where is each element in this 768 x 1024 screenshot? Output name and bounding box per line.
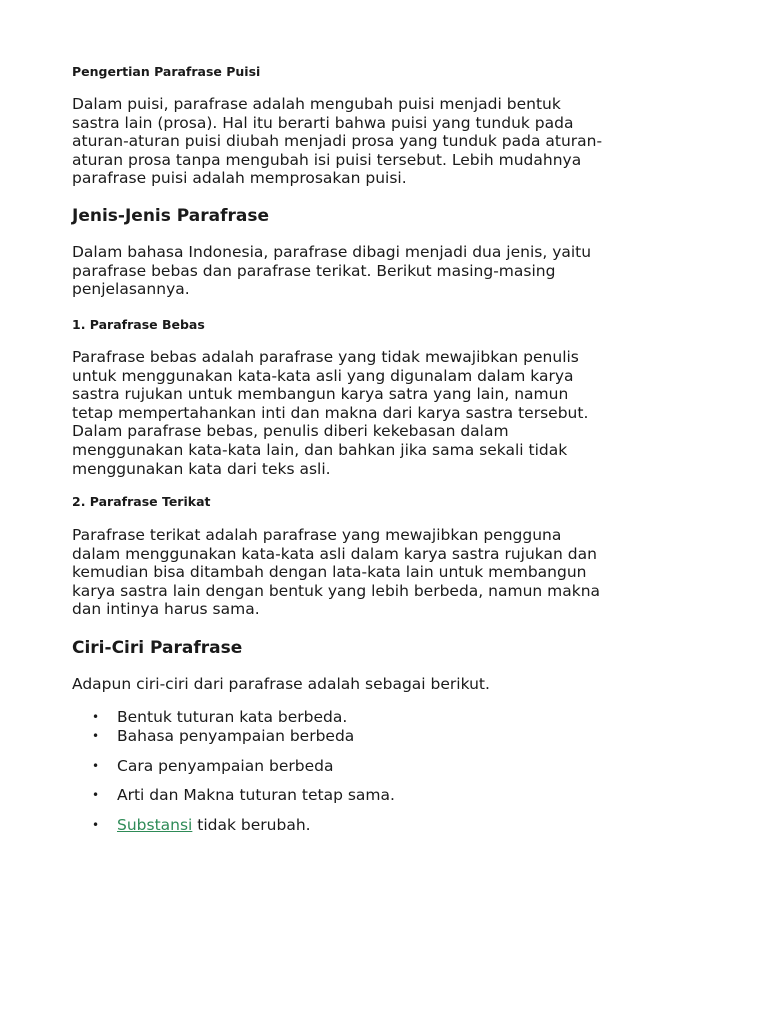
- terikat-paragraph: [72, 526, 712, 619]
- substansi-link[interactable]: Substansi: [117, 816, 193, 834]
- bebas-heading: 1. Parafrase Bebas: [72, 317, 205, 332]
- text-line: kemudian bisa ditambah dengan lata-kata lain untuk membangun: [72, 563, 587, 582]
- jenis-heading: Jenis-Jenis Parafrase: [72, 206, 270, 226]
- bullet-icon: •: [92, 788, 100, 802]
- text-line: Dalam puisi, parafrase adalah mengubah puisi menjadi bentuk: [72, 95, 561, 113]
- ciri-intro: [72, 675, 712, 694]
- text-line: Dalam parafrase bebas, penulis diberi kekebasan dalam: [72, 422, 509, 441]
- text-line: dalam menggunakan kata-kata asli dalam karya sastra rujukan dan: [72, 544, 597, 563]
- list-item-text: Bentuk tuturan kata berbeda.: [117, 708, 348, 726]
- bullet-icon: •: [92, 818, 100, 832]
- intro-paragraph: [72, 95, 712, 188]
- list-item-text: [117, 816, 311, 835]
- text-line: karya sastra lain dengan bentuk yang lebih berbeda, namun makna: [72, 581, 601, 600]
- text-line: Parafrase bebas adalah parafrase yang tidak mewajibkan penulis: [72, 348, 579, 366]
- text-line: penjelasannya.: [72, 280, 190, 299]
- jenis-paragraph: [72, 243, 712, 299]
- text-line: aturan prosa tanpa mengubah isi puisi tersebut. Lebih mudahnya: [72, 150, 582, 169]
- text-line: Parafrase terikat adalah parafrase yang mewajibkan pengguna: [72, 526, 562, 544]
- list-item-rest: tidak berubah.: [192, 816, 311, 834]
- text-line: aturan-aturan puisi diubah menjadi prosa yang tunduk pada aturan-: [72, 132, 603, 151]
- text-line: parafrase puisi adalah memprosakan puisi.: [72, 169, 407, 188]
- text-line: sastra rujukan untuk membangun karya satra yang lain, namun: [72, 385, 569, 404]
- list-item-text: Cara penyampaian berbeda: [117, 757, 334, 775]
- bebas-paragraph: [72, 348, 712, 478]
- bullet-icon: •: [92, 759, 100, 773]
- text-line: sastra lain (prosa). Hal itu berarti bahwa puisi yang tunduk pada: [72, 113, 574, 132]
- list-item-text: Arti dan Makna tuturan tetap sama.: [117, 786, 395, 804]
- page-title: Pengertian Parafrase Puisi: [72, 64, 261, 79]
- bullet-icon: •: [92, 710, 100, 724]
- text-line: menggunakan kata-kata lain, dan bahkan jika sama sekali tidak: [72, 440, 568, 459]
- text-line: untuk menggunakan kata-kata asli yang digunalam dalam karya: [72, 366, 574, 385]
- terikat-heading: 2. Parafrase Terikat: [72, 494, 211, 509]
- list-item-text: Bahasa penyampaian berbeda: [117, 727, 355, 745]
- text-line: menggunakan kata dari teks asli.: [72, 459, 331, 478]
- text-line: Dalam bahasa Indonesia, parafrase dibagi menjadi dua jenis, yaitu: [72, 243, 592, 261]
- text-line: Adapun ciri-ciri dari parafrase adalah sebagai berikut.: [72, 675, 490, 693]
- text-line: tetap mempertahankan inti dan makna dari karya sastra tersebut.: [72, 403, 589, 422]
- ciri-heading: Ciri-Ciri Parafrase: [72, 638, 243, 658]
- text-line: parafrase bebas dan parafrase terikat. Berikut masing-masing: [72, 261, 556, 280]
- text-line: dan intinya harus sama.: [72, 600, 260, 619]
- bullet-icon: •: [92, 729, 100, 743]
